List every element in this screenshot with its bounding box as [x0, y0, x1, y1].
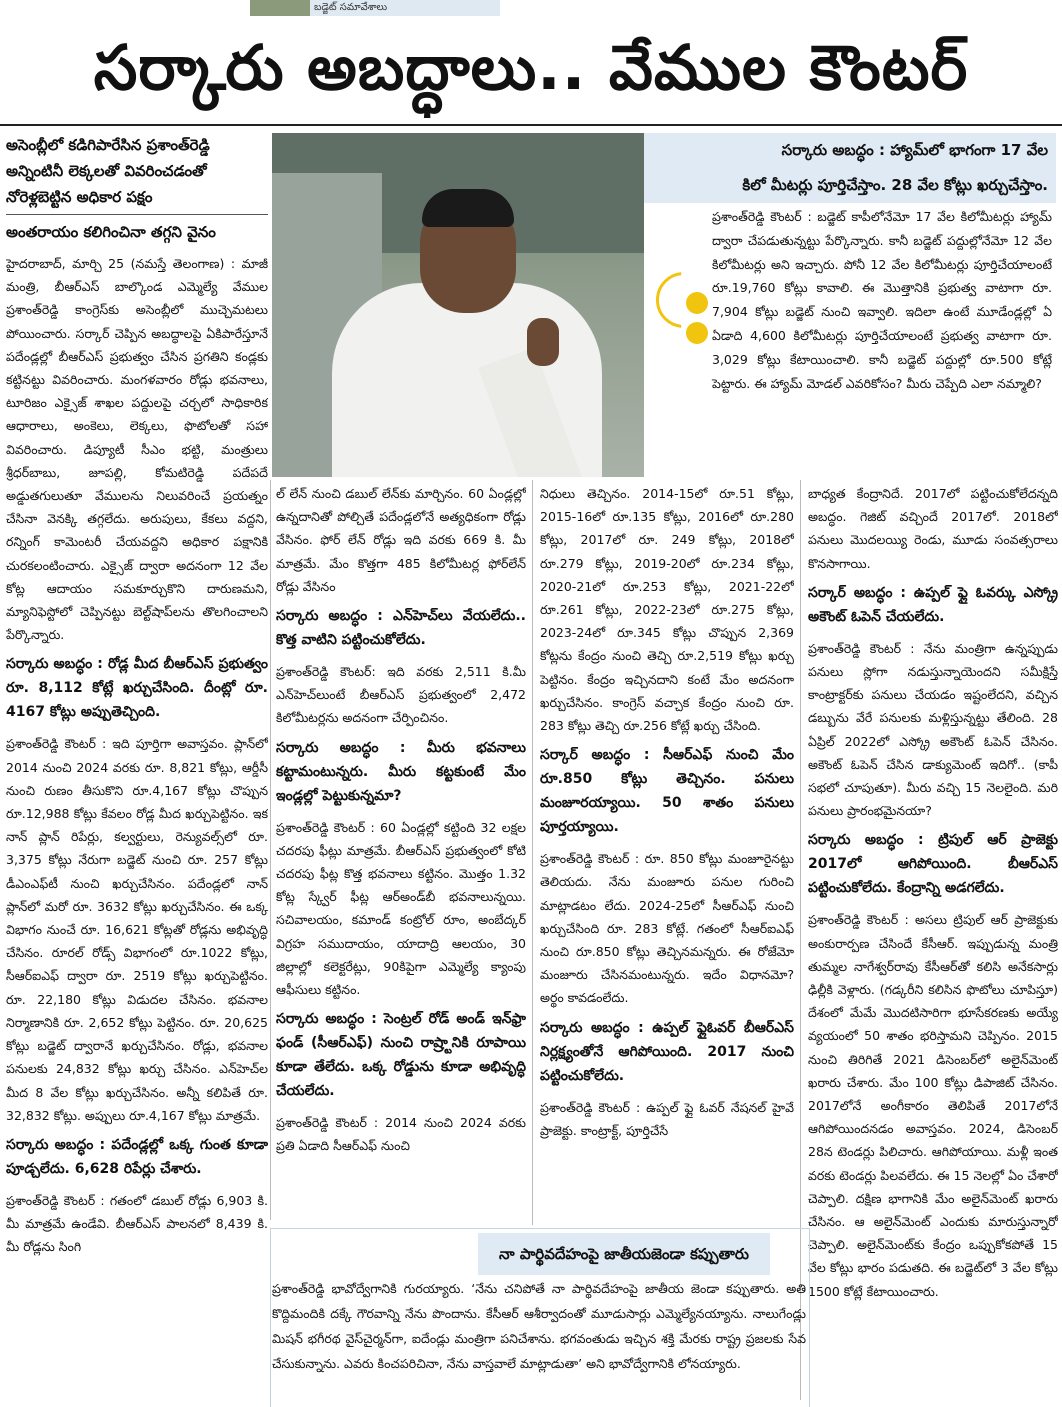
government-claim: సర్కారు అబద్ధం : పదేండ్లల్లో ఒక్క గుంత కూడా పూడ్చలేదు. 6,628 రిపేర్లు చేశారు.	[6, 1136, 268, 1177]
deck	[6, 132, 268, 245]
government-claim: సర్కార్ అబద్ధం : ఉప్పల్ ఫ్లై ఓవర్కు ఎస్క్రో అకౌంట్ ఓపెన్ చేయలేదు.	[808, 584, 1058, 625]
column-3	[540, 482, 794, 1224]
counter-paragraph: ప్రశాంత్‌రెడ్డి కౌంటర్ : ఇది పూర్తిగా అవాస్తవం. ప్లాన్‌లో 2014 నుంచి 2024 వరకు రూ. 8,821 కోట్లు, ఆర్డీసీ నుంచి రుణం తీసుకొని రూ.4,167 కోట్లు చొప్పున రూ.12,988 కోట్లు కేవలం రోడ్ల మీద ఖర్చుపెట్టినం. ఇక నాన్ ప్లాన్ రిపేర్లు, కల్వర్టులు, రెన్యువల్స్‌లో రూ. 3,375 కోట్లు నేరుగా బడ్జెట్ నుంచి రూ. 257 కోట్లు డీఎంఎఫ్‌టీ నుంచి ఖర్చుచేసినం. పదేండ్లలో నాన్ ప్లాన్‌లో మరో రూ. 3632 కోట్లు ఖర్చుచేసినం. ఈ ఒక్క విభాగం నుంచే రూ. 16,621 కోట్లతో రోడ్లను అభివృద్ధి చేసినం. రూరల్ రోడ్స్ విభాగంలో రూ.1022 కోట్లు, సీఆర్‌ఐఎఫ్ ద్వారా రూ. 2519 కోట్లు ఖర్చుపెట్టినం. రూ. 22,180 కోట్లు విడుదల చేసినం. భవనాల నిర్మాణానికి రూ. 2,652 కోట్లు పెట్టినం. రూ. 20,625 కోట్లు బడ్జెట్ ద్వారానే ఖర్చుచేసినం. రోడ్లు, భవనాల పనులకు 24,832 కోట్లు ఖర్చు చేసినం. ఎన్‌హెచ్‌ల మీద 8 వేల కోట్లు ఖర్చుచేసినం. అన్నీ కలిపితే రూ. 32,832 కోట్లు. అప్పులు రూ.4,167 కోట్లు మాత్రమే.	[6, 736, 268, 1123]
section-label: బడ్జెట్ సమావేశాలు	[314, 2, 388, 13]
counter-paragraph: ప్రశాంత్‌రెడ్డి కౌంటర్: ఇది వరకు 2,511 కి.మీ ఎన్‌హెచ్‌లుంటే బీఆర్‌ఎస్ ప్రభుత్వంలో 2,472 కిలోమీటర్లను అదనంగా చేర్పించినం.	[276, 664, 526, 726]
government-claim: సర్కారు అబద్ధం : సెంట్రల్ రోడ్ అండ్ ఇన్‌ఫ్రా ఫండ్ (సీఆర్‌ఎఫ్) నుంచి రాష్ర్టానికి రూపాయి కూడా తేలేదు. ఒక్క రోడ్డును కూడా అభివృద్ధి చేయలేదు.	[276, 1011, 526, 1100]
headline-rule	[0, 124, 1062, 126]
deck-line: అన్నింటినీ లెక్కలతో వివరించడంతో	[6, 162, 207, 180]
column-divider	[270, 480, 271, 1220]
deck-line: నోరెళ్లబెట్టిన అధికార పక్షం	[6, 188, 153, 206]
counter-paragraph: ప్రశాంత్‌రెడ్డి కౌంటర్ : 60 ఏండ్లల్లో కట్టింది 32 లక్షల చదరపు ఫీట్లు మాత్రమే. బీఆర్‌ఎస్ ప్రభుత్వంలో కోటి చదరపు ఫీట్ల కొత్త భవనాలు కట్టినం. మొత్తం 1.32 కోట్ల స్క్వేర్ ఫీట్ల ఆర్‌అండ్‌బీ భవనాలున్నయి. సచివాలయం, కమాండ్ కంట్రోల్ రూం, అంబేద్కర్ విగ్రహ సముదాయం, యాదాద్రి ఆలయం, 30 జిల్లాల్లో కలెక్టరేట్లు, 90కిపైగా ఎమ్మెల్యే క్యాంపు ఆఫీసులు కట్టినం.	[276, 819, 526, 998]
counter-paragraph: ప్రశాంత్‌రెడ్డి కౌంటర్ : గతంలో డబుల్ రోడ్లు 6,903 కి. మీ మాత్రమే ఉండేవి. బీఆర్‌ఎస్ పాలనలో 8,439 కి. మీ రోడ్లను సింగి	[6, 1192, 268, 1255]
government-claim: సర్కారు అబద్ధం : రోడ్ల మీద బీఆర్‌ఎస్ ప్రభుత్వం రూ. 8,112 కోట్లే ఖర్చుచేసింది. దీంట్లో రూ. 4167 కోట్లు అప్పుతెచ్చింది.	[6, 656, 268, 721]
deck-line: అసెంబ్లీలో కడిగిపారేసిన ప్రశాంత్‌రెడ్డి	[6, 136, 210, 154]
counter-paragraph: ప్రశాంత్‌రెడ్డి కౌంటర్ : అసలు ట్రిపుల్ ఆర్ ప్రాజెక్టుకు అంకురార్పణ చేసిందే కేసీఆర్. ఇప్పుడున్న మంత్రి తుమ్మల నాగేశ్వర్‌రావు కేసీఆర్‌తో కలిసి అనేకసార్లు ఢిల్లీకి వెళ్లారు. (గడ్కరీని కలిసిన ఫొటోలు చూపిస్తూ) దేశంలో మేమే మొదటిసారిగా భూసేకరణకు అయ్యే వ్యయంలో 50 శాతం భరిస్తామని చెప్పినం. 2015 నుంచి తిరిగితే 2021 డిసెంబర్‌లో అలైన్‌మెంట్ ఖరారు చేశారు. మేం 100 కోట్లు డిపాజిట్ చేసినం. 2017లోనే అంగీకారం తెలిపితే 2017లోనే ఆగిపోయిందనడం అవాస్తవం. 2024, డిసెంబర్ 28న టెండర్లు పిలిచారు. ఆగిపోయాయి. మళ్లీ ఇంత వరకు టెండర్లు పిలవలేదు. ఈ 15 నెలల్లో ఏం చేశారో చెప్పాలి. దక్షిణ భాగానికి మేం అలైన్‌మెంట్ ఖరారు చేసినం. ఆ అలైన్‌మెంట్ ఎందుకు మారుస్తున్నారో చెప్పాలి. అలైన్‌మెంట్‌కు కేంద్రం ఒప్పుకోకపోతే 15 వేల కోట్లు భారం పడుతది. ఈ బడ్జెట్‌లో 3 వేల కోట్లు 1500 కోట్లే కేటాయించారు.	[808, 912, 1058, 1299]
decorative-dot	[686, 292, 708, 314]
callout-body: ప్రశాంత్‌రెడ్డి కౌంటర్ : బడ్జెట్ కాపీలోనేమో 17 వేల కిలోమీటర్లు హ్యామ్ ద్వారా చేపడుతున్నట్టు పేర్కొన్నారు. కానీ బడ్జెట్ పద్దుల్లోనేమో 12 వేల కిలోమీటర్లు అని ఇచ్చారు. పోనీ 12 వేల కిలోమీటర్లు పూర్తిచేయాలంటే రూ.19,760 కోట్లు కావాలి. ఈ మొత్తానికి ప్రభుత్వ వాటాగా రూ. 7,904 కోట్లు బడ్జెట్ నుంచి ఇవ్వాలి. ఇదిలా ఉంటే మూడేండ్లల్లో ఏ ఏడాది 4,600 కిలోమీటర్లు పూర్తిచేయాలంటే ప్రభుత్వ వాటాగా రూ. 3,029 కోట్లు కేటాయించాలి. కానీ బడ్జెట్ పద్దుల్లో రూ.500 కోట్లే పెట్టారు. ఈ హ్యామ్ మోడల్ ఎవరికోసం? మీరు చెప్పేది ఎలా నమ్మాలి?	[712, 209, 1052, 391]
counter-paragraph: ప్రశాంత్‌రెడ్డి కౌంటర్ : ఉప్పల్ ఫ్లై ఓవర్ నేషనల్ హైవే ప్రాజెక్టు. కాంట్రాక్ట్, పూర్తిచేసే	[540, 1099, 794, 1138]
sidebar-box-body: ప్రశాంత్‌రెడ్డి భావోద్వేగానికి గురయ్యారు. ‘నేను చనిపోతే నా పార్థివదేహంపై జాతీయ జెండా కప్పుతారు. అతి కొద్దిమందికి దక్కే గౌరవాన్ని నేను పొందాను. కేసీఆర్ ఆశీర్వాదంతో మూడుసార్లు ఎమ్మెల్యేనయ్యాను. నాలుగేండ్లు మిషన్ భగీరథ వైస్‌చైర్మన్‌గా, ఐదేండ్లు మంత్రిగా పనిచేశాను. భగవంతుడు ఇచ్చిన శక్తి మేరకు రాష్ట్ర ప్రజలకు సేవ చేసుకున్నాను. ఎవరు కించపరిచినా, నేను వాస్తవాలే మాట్లాడుతా’ అని భావోద్వేగానికి లోనయ్యారు.	[272, 1281, 806, 1371]
government-claim: సర్కారు అబద్ధం : మీరు భవనాలు కట్టామంటున్నరు. మీరు కట్టకుంటే మేం ఇండ్లల్లో పెట్టుకున్నమా?	[276, 739, 526, 804]
government-claim: సర్కారు అబద్ధం : ఎన్‌హెచ్‌లు వేయలేదు.. కొత్త వాటిని పట్టించుకోలేదు.	[276, 608, 526, 649]
government-claim: సర్కారు అబద్ధం : ఉప్పల్ ఫ్లైఓవర్ బీఆర్‌ఎస్ నిర్లక్ష్యంతోనే ఆగిపోయింది. 2017 నుంచి పట్టించుకోలేదు.	[540, 1019, 794, 1084]
section-strip	[250, 0, 500, 16]
intro-paragraph: హైదరాబాద్, మార్చి 25 (నమస్తే తెలంగాణ) : మాజీ మంత్రి, బీఆర్‌ఎస్ బాల్కొండ ఎమ్మెల్యే వేముల ప్రశాంత్‌రెడ్డి కాంగ్రెస్‌కు అసెంబ్లీలో ముచ్చెమటలు పోయించారు. సర్కార్ చెప్పిన అబద్ధాలపై ఏకిపారేస్తూనే పదేండ్లల్లో బీఆర్‌ఎస్ ప్రభుత్వం చేసిన ప్రగతిని కండ్లకు కట్టినట్టు వివరించారు. మంగళవారం రోడ్లు భవనాలు, టూరిజం ఎక్సైజ్ శాఖల పద్దులపై చర్చలో సాధికారిక ఆధారాలు, అంకెలు, లెక్కలు, ఫొటోలతో సహా వివరించారు. డిప్యూటీ సీఎం భట్టి, మంత్రులు శ్రీధర్‌బాబు, జూపల్లి, కోమటిరెడ్డి పదేపదే అడ్డుతగులుతూ వేములను నిలువరించే ప్రయత్నం చేసినా వెనక్కి తగ్గలేదు. అరుపులు, కేకలు వద్దని, రన్నింగ్ కామెంటరీ చేయవద్దని అధికార పక్షానికి చురకలంటించారు. ఎక్సైజ్ ద్వారా అదనంగా 12 వేల కోట్ల ఆదాయం సమకూర్చుకొని దారుణమని, మ్యానిఫెస్టోలో చెప్పినట్టు బెల్ట్‌షాప్‌లను తొలగించాలని పేర్కొన్నారు.	[6, 256, 268, 643]
column-2	[276, 482, 526, 1224]
column-4	[808, 482, 1058, 1402]
column-1	[6, 252, 268, 1402]
headline: సర్కారు అబద్ధాలు.. వేముల కౌంటర్	[93, 31, 969, 104]
government-claim: సర్కారు అబద్ధం : ట్రిపుల్ ఆర్ ప్రాజెక్టు 2017లో ఆగిపోయింది. బీఆర్‌ఎస్ పట్టించుకోలేదు. కేంద్రాన్ని అడగలేదు.	[808, 832, 1058, 897]
counter-paragraph: ప్రశాంత్‌రెడ్డి కౌంటర్ : 2014 నుంచి 2024 వరకు ప్రతి ఏడాది సీఆర్‌ఎఫ్ నుంచి	[276, 1115, 526, 1154]
sidebar-box-title: నా పార్థివదేహంపై జాతీయజెండా కప్పుతారు	[478, 1233, 770, 1275]
callout-headline: సర్కారు అబద్ధం : హ్యామ్‌లో భాగంగా 17 వేల కిలో మీటర్లు పూర్తిచేస్తాం. 28 వేల కోట్లు ఖర్చుచేస్తాం.	[644, 133, 1056, 203]
government-claim: సర్కార్ అబద్ధం : సీఆర్‌ఎఫ్ నుంచి మేం రూ.850 కోట్లు తెచ్చినం. పనులు మంజూరయ్యాయి. 50 శాతం పనులు పూర్తయ్యాయి.	[540, 747, 794, 836]
strip-thumbnail	[250, 0, 310, 16]
decorative-dot	[686, 322, 708, 344]
continued-paragraph: నిధులు తెచ్చినం. 2014-15లో రూ.51 కోట్లు, 2015-16లో రూ.135 కోట్లు, 2016లో రూ.280 కోట్లు, 2017లో రూ. 249 కోట్లు, 2018లో రూ.279 కోట్లు, 2019-20లో రూ.234 కోట్లు, 2020-21లో రూ.253 కోట్లు, 2021-22లో రూ.261 కోట్లు, 2022-23లో రూ.275 కోట్లు, 2023-24లో రూ.345 కోట్లు చొప్పున 2,369 కోట్లను కేంద్రం నుంచి తెచ్చి రూ.2,519 కోట్లు ఖర్చు పెట్టినం. కేంద్రం ఇచ్చినదాని కంటే మేం అదనంగా ఖర్చుచేసినం. కాంగ్రెస్ వచ్చాక కేంద్రం నుంచి రూ. 283 కోట్లు తెచ్చి రూ.256 కోట్లే ఖర్చు చేసింది.	[540, 486, 794, 734]
counter-paragraph: ప్రశాంత్‌రెడ్డి కౌంటర్ : నేను మంత్రిగా ఉన్నప్పుడు పనులు స్లోగా నడుస్తున్నాయెందని సమీక్షిస్తే కాంట్రాక్టర్‌కు పనులు చేయడం ఇష్టంలేదని, వచ్చిన డబ్బును వేరే పనులకు మళ్లిస్తున్నట్టు తేలింది. 28 ఏప్రిల్ 2022లో ఎస్క్రో అకౌంట్ ఓపెన్ చేసినం. అకౌంట్ ఓపెన్ చేసిన డాక్యుమెంట్ ఇదిగో.. (కాపీ సభలో చూపుతూ). మీరు వచ్చి 15 నెలలైంది. మరి పనులు ప్రారంభమైనయా?	[808, 640, 1058, 819]
speaker-photo	[272, 133, 644, 477]
continued-paragraph: బాధ్యత కేంద్రానిదే. 2017లో పట్టించుకోలేదన్నది అబద్ధం. గెజిట్ వచ్చిందే 2017లో. 2018లో పనులు మొదలయ్యి రెండు, మూడు సంవత్సరాలు కొనసాగాయి.	[808, 486, 1058, 571]
deck-line: అంతరాయం కలిగించినా తగ్గని వైనం	[6, 223, 216, 241]
deck-divider	[6, 214, 268, 215]
column-divider	[532, 480, 533, 1225]
counter-paragraph: ప్రశాంత్‌రెడ్డి కౌంటర్ : రూ. 850 కోట్లు మంజూరైనట్టు తెలియదు. నేను మంజూరు పనుల గురించి మాట్లాడటం లేదు. 2024-25లో సీఆర్‌ఎఫ్ నుంచి ఖర్చుచేసింది రూ. 283 కోట్లే. గతంలో సీఆర్‌ఐఎఫ్ నుంచి రూ.850 కోట్లు తెచ్చినమన్నరు. ఈ రోజేమో మంజూరు చేసినమంటున్నరు. ఇదేం విధానమో? అర్థం కావడంలేదు.	[540, 851, 794, 1006]
continued-paragraph: ల్ లేన్ నుంచి డబుల్ లేన్‌కు మార్చినం. 60 ఏండ్లల్లో ఉన్నదానితో పోల్చితే పదేండ్లలోనే అత్యధికంగా రోడ్లు వేసినం. ఫోర్ లేన్ రోడ్లు ఇది వరకు 669 కి. మీ మాత్రమే. మేం కొత్తగా 485 కిలోమీటర్ల ఫోర్‌లేన్ రోడ్లు వేసినం	[276, 486, 526, 594]
